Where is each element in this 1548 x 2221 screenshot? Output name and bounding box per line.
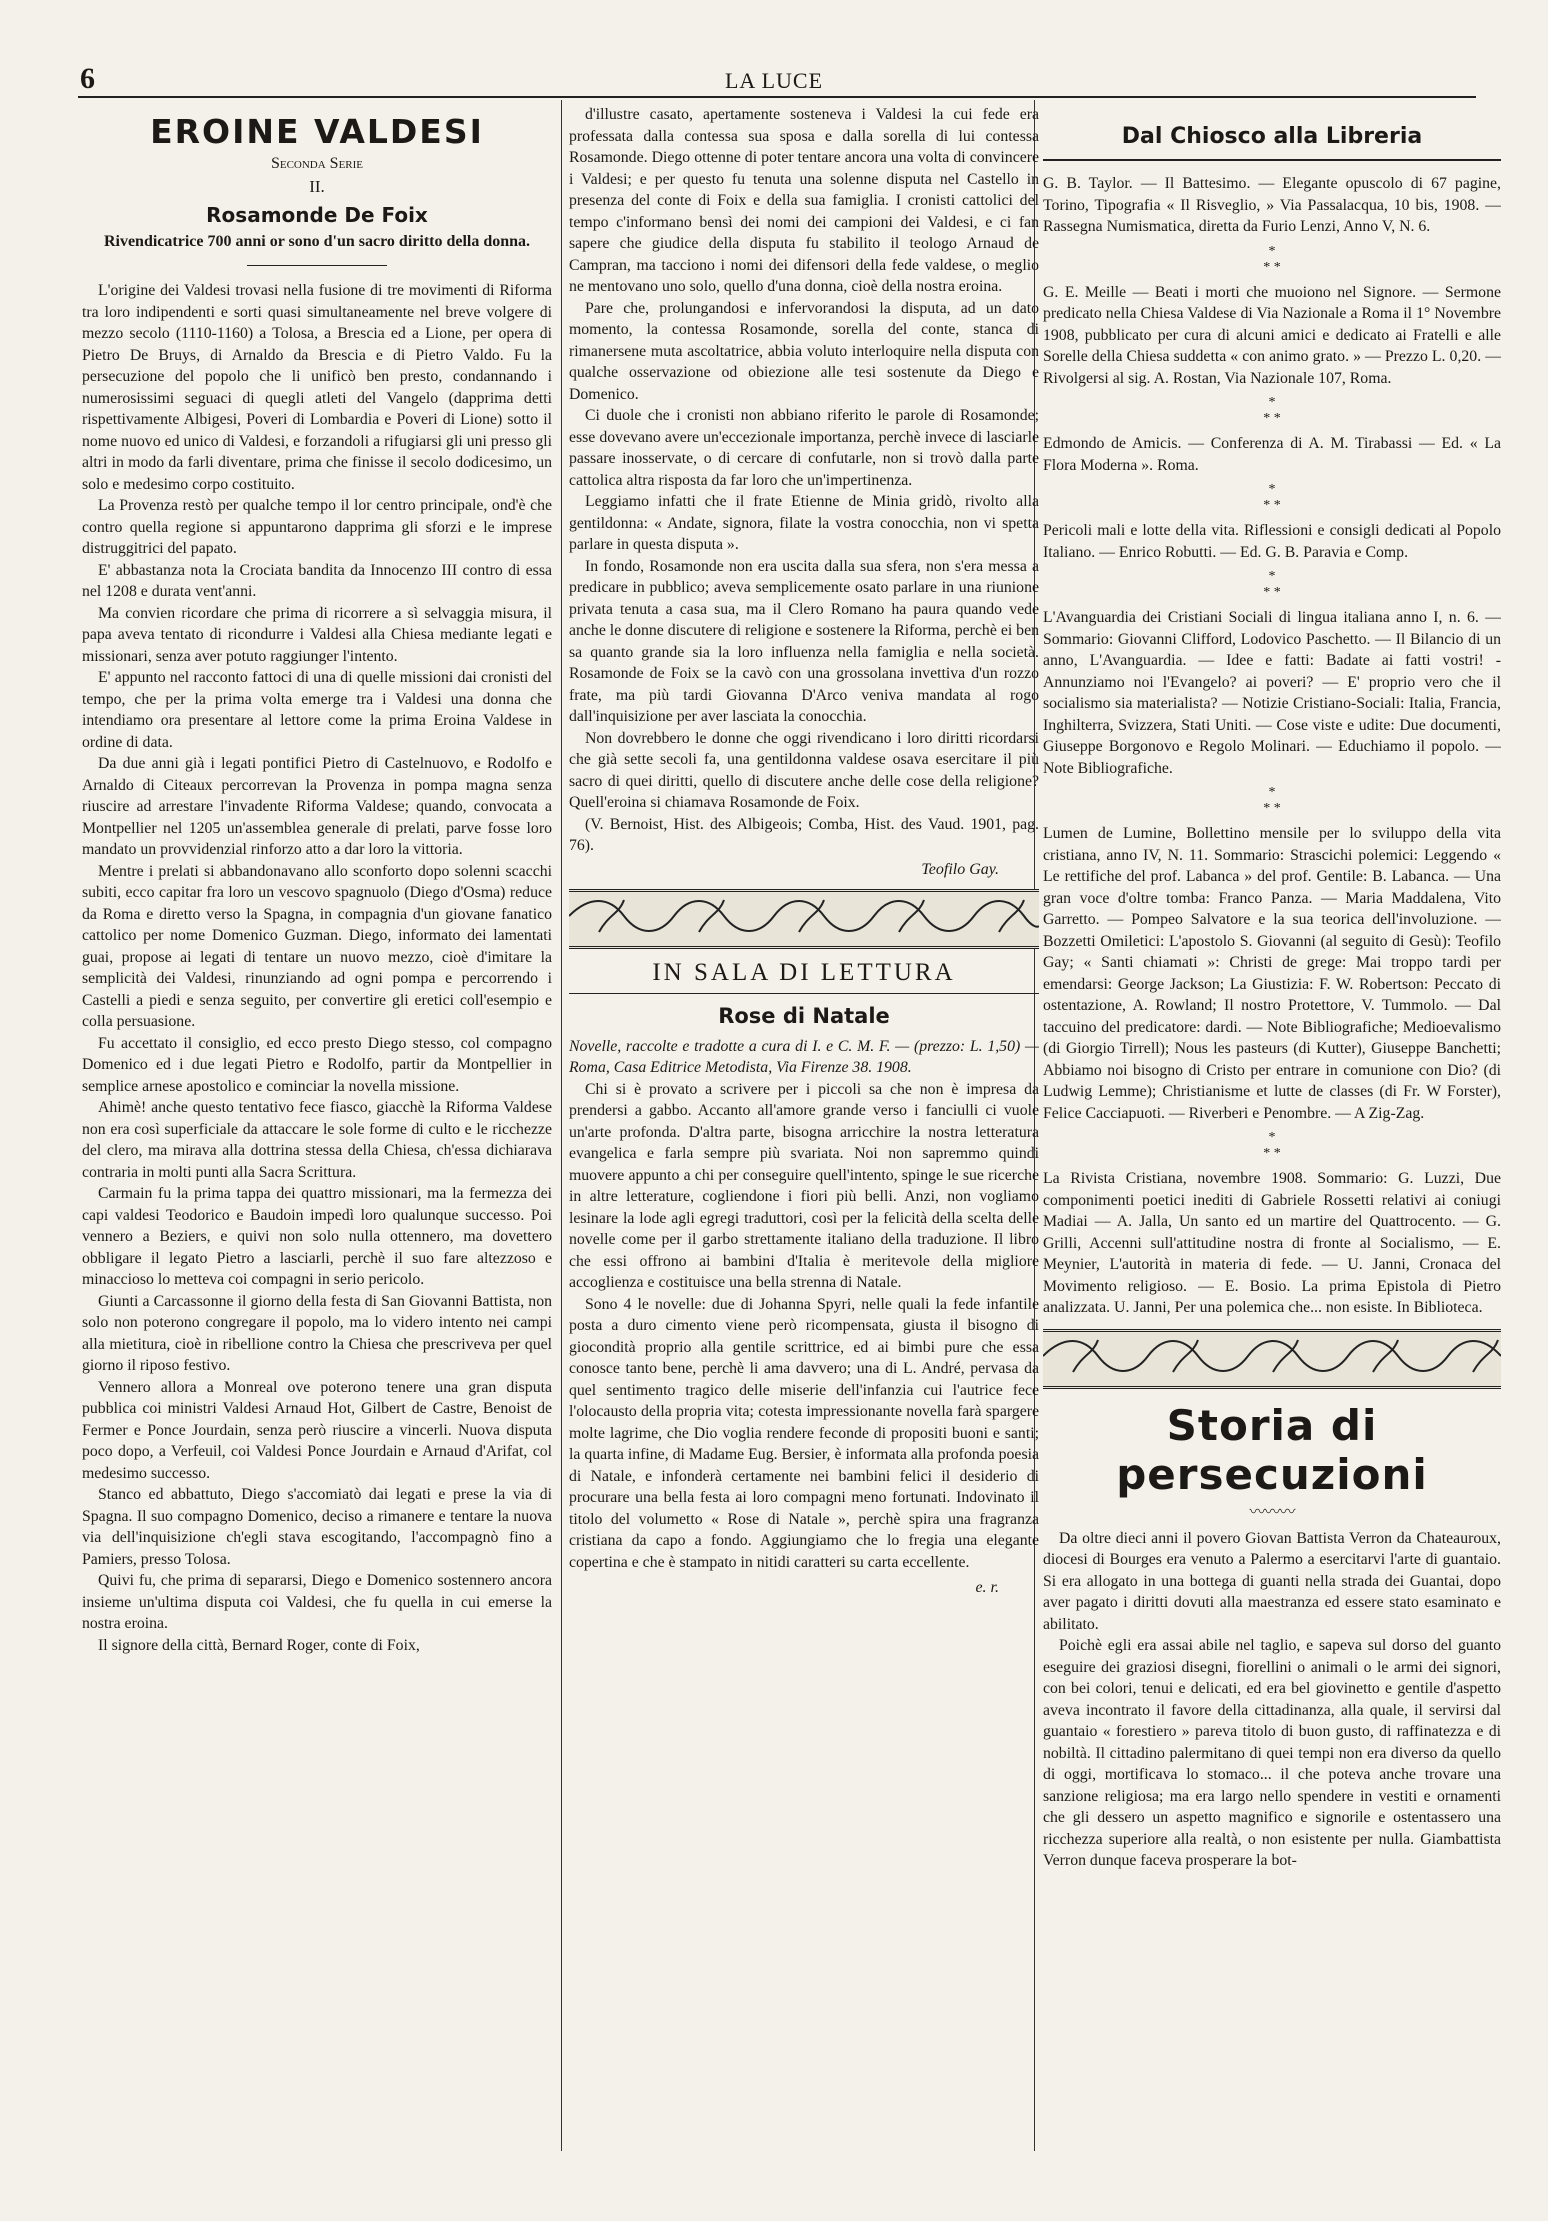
- paragraph: Vennero allora a Monreal ove poterono tenere una gran disputa pubblica coi ministri Valdesi Arnaud Hot, Gilbert de Castre, Benoist de Fermer e Ponce Jourdain, senza però riuscire a vincerli. Nuova disputa poco dopo, a Verfeuil, coi Valdesi Ponce Jourdain e Arnaud d'Arifat, col medesimo successo.: [82, 1378, 552, 1482]
- book-entry: La Rivista Cristiana, novembre 1908. Sommario: G. Luzzi, Due componimenti poetici inediti di Gabriele Rossetti relativi ai coniugi Madiai — A. Jalla, Un santo ed un martire del Quattrocento. — G. Grilli, Accenni sull'attitudine nostra di fronte al Socialismo, — E. Meynier, L'autorità in materia di fede. — U. Janni, Cronaca del Movimento religioso. — E. Bosio. La prima Epistola di Pietro analizzata. U. Janni, Per una polemica che... non esiste. In Biblioteca.: [1043, 1170, 1501, 1316]
- page-header: [70, 62, 1478, 98]
- book-entry: Pericoli mali e lotte della vita. Riflessioni e consigli dedicati al Popolo Italiano. — Enrico Robutti. — Ed. G. B. Paravia e Comp.: [1043, 522, 1501, 561]
- paragraph: Carmain fu la prima tappa dei quattro missionari, ma la fermezza dei capi valdesi Teodorico e Baudoin impedì loro qualunque successo. Poi vennero a Beziers, e quivi non solo nulla ottennero, ma dovettero obbligare il legato Pietro a lasciarli, perchè il suo fare altezzoso e minaccioso lo metteva coi compagni in serio pericolo.: [82, 1185, 552, 1288]
- header-rule: [78, 96, 1476, 98]
- article-subtitle: Rivendicatrice 700 anni or sono d'un sacro diritto della donna.: [103, 233, 531, 250]
- review-intro: Novelle, raccolte e tradotte a cura di I. e C. M. F. — (prezzo: L. 1,50) — Roma, Casa Editrice Metodista, Via Firenze 38. 1908.: [569, 1037, 1039, 1076]
- storia-body: [1043, 1528, 1501, 1872]
- review-paragraph: Chi si è provato a scrivere per i piccoli sa che non è impresa da prendersi a gabbo. Accanto all'amore grande verso i fanciulli ci vuole un'arte profonda. D'altra parte, bisogna arricchire la nostra letteratura evangelica e farla sempre più svariata. Noi non sapremmo quindi muovere appunto a chi per conseguire quell'intento, spinge le sue ricerche in altre letterature, cogliendone i fiori più belli. Anzi, non vogliamo lesinare la lode agli egregi traduttori, così per la felicità della scelta delle novelle come per il garbo strettamente italiano della traduzione. Il libro che essi offrono ai bambini d'Italia è meritevole della migliore accoglienza e costituisce una bella strenna di Natale.: [569, 1080, 1039, 1291]
- column-divider-1: [561, 100, 562, 2151]
- book-list: [1043, 173, 1501, 1319]
- article-subject: Rosamonde De Foix: [206, 203, 428, 227]
- review-body: [569, 1079, 1039, 1574]
- column-2: [569, 104, 1039, 2144]
- paragraph: Quivi fu, che prima di separarsi, Diego e Domenico sostennero ancora insieme un'ultima disputa coi Valdesi, che fu quella in cui emerse la nostra eroina.: [82, 1572, 552, 1632]
- paragraph: Pare che, prolungandosi e infervorandosi la disputa, ad un dato momento, la contessa Rosamonde, sorella del conte, stanca di rimanersene muta ascoltatrice, abbia voluto interloquire nella disputa con qualche osservazione od obiezione alle tesi sostenute da Diego e Domenico.: [569, 299, 1039, 403]
- section-title-storia: Storia di persecuzioni: [1116, 1400, 1428, 1499]
- paragraph: Ahimè! anche questo tentativo fece fiasco, giacchè la Riforma Valdese non era così superficiale da attaccare le sole forme di culto e le ricchezze del clero, ma mirava alla dottrina stessa della Chiesa, ch'essa dichiarava contraria in molti punti alla Sacra Scrittura.: [82, 1099, 552, 1181]
- article-number: II.: [309, 177, 325, 196]
- separator-stars: * * *: [1263, 785, 1281, 816]
- paragraph: La Provenza restò per qualche tempo il lor centro principale, ond'è che contro quella regione si appuntarono dapprima gli sforzi e le imprese distruggitrici del papato.: [82, 497, 552, 557]
- article-body: [82, 280, 552, 1656]
- book-entry: G. E. Meille — Beati i morti che muoiono nel Signore. — Sermone predicato nella Chiesa Valdese di Via Nazionale a Roma il 1° Novembre 1908, pubblicato per cura di alcuni amici e dedicato ai Fratelli e alle Sorelle della Chiesa suddetta « con animo grato. » — Prezzo L. 0,20. — Rivolgersi al sig. A. Rostan, Via Nazionale 107, Roma.: [1043, 283, 1501, 387]
- book-entry: G. B. Taylor. — Il Battesimo. — Elegante opuscolo di 67 pagine, Torino, Tipografia « Il Risveglio, » Via Passalacqua, 10 bis, 1908. — Rassegna Numismatica, diretta da Furio Lenzi, Anno V, N. 6.: [1043, 175, 1501, 235]
- paragraph: Stanco ed abbattuto, Diego s'accomiatò dai legati e prese la via di Spagna. Il suo compagno Domenico, deciso a rimanere e tentare la nuova via dell'inquisizione ch'egli stava escogitando, l'accompagnò fino a Pamiers, presso Tolosa.: [82, 1486, 552, 1568]
- book-entry: L'Avanguardia dei Cristiani Sociali di lingua italiana anno I, n. 6. — Sommario: Giovanni Clifford, Lodovico Paschetto. — Il Bilancio di un anno, L'Avanguardia. — Idee e fatti: Badate ai fatti vostri! - Annunziamo noi l'Evangelo? ai poveri? — E' proprio vero che il socialismo sia materialista? — Notizie Cristiano-Sociali: Italia, Francia, Inghilterra, Svizzera, Stati Uniti. — Cose viste e udite: Due documenti, Giuseppe Borgonovo e Regolo Molinari. — Educhiamo il popolo. — Note Bibliografiche.: [1043, 609, 1501, 777]
- book-entry: Lumen de Lumine, Bollettino mensile per lo sviluppo della vita cristiana, anno IV, N. 11. Sommario: Strascichi polemici: Leggendo « Le rettifiche del prof. Labanca » del prof. Gentile: B. Labanca. — Una gran voce d'oltre tomba: Franco Panza. — Maria Maddalena, Vito Garretto. — Pompeo Salvatore e la sua teorica dell'involuzione. — Bozzetti Omiletici: L'apostolo S. Giovanni (al seguito di Gesù): Teofilo Gay; « Santi chiamati »: Christi de grege: Mai troppo tardi per emendarsi: George Jackson; La Giustizia: F. W. Robertson: Peccato di ostentazione, A. Rowland; Il nostro Protettore, V. Tummolo. — Dal taccuino del predicatore: dardi. — Note Bibliografiche; Medioevalismo (di Giorgio Tirrell); Nous les pasteurs (di Kutter), Giuseppe Banchetti; Abbiamo noi bisogno di Cristo per entrare in comunione con Dio? (di Ludwig Lemme); Christianisme et lutte de classes (di Fr. W Forster), Felice Cacciapuoti. — Riverberi e Penombre. — A Zig-Zag.: [1043, 825, 1501, 1122]
- book-entry: Edmondo de Amicis. — Conferenza di A. M. Tirabassi — Ed. « La Flora Moderna ». Roma.: [1043, 435, 1501, 474]
- article-continuation: [569, 104, 1039, 857]
- paragraph: Ma convien ricordare che prima di ricorrere a sì selvaggia misura, il papa aveva tentato di ricondurre i Valdesi alla Chiesa mediante legati e missionari, senza aver potuto raggiunger l'intento.: [82, 604, 552, 665]
- short-rule: [247, 265, 387, 266]
- section-title-chiosco: Dal Chiosco alla Libreria: [1043, 104, 1501, 161]
- column-1: [82, 104, 552, 2144]
- review-title: Rose di Natale: [718, 1003, 890, 1028]
- decorative-ornament-band-2: [1043, 1329, 1501, 1389]
- title-flourish: 〰〰〰: [1249, 1503, 1295, 1521]
- separator-stars: * * *: [1263, 1130, 1281, 1161]
- paragraph: Leggiamo infatti che il frate Etienne de Minia gridò, rivolto alla gentildonna: « Andate, signora, filate la vostra conocchia, non vi spetta parlare in questa disputa ».: [569, 493, 1039, 553]
- decorative-ornament-band: [569, 889, 1039, 949]
- paragraph: Da due anni già i legati pontifici Pietro di Castelnuovo, e Rodolfo e Arnaldo di Citeaux percorrevan la Provenza in pompa magna senza riuscire ad arrestare l'invadente Riforma Valdese; quando, convocata a Montpellier nel 1205 un'assemblea generale di prelati, parve fosse loro mandato un provvidenzial rinforzo atto a dar loro la vittoria.: [82, 755, 552, 858]
- separator-stars: * * *: [1263, 395, 1281, 426]
- paragraph: Fu accettato il consiglio, ed ecco presto Diego stesso, col compagno Domenico ed i due legati Pietro e Rodolfo, partir da Montpellier in semplice arnese apostolico e cominciar la novella missione.: [82, 1034, 552, 1095]
- page-number: 6: [80, 62, 95, 95]
- paragraph: Mentre i prelati si abbandonavano allo sconforto dopo solenni scacchi subiti, ecco capitar fra loro un vescovo spagnuolo (Diego d'Osma) reduce da Roma e diretto verso la Spagna, in compagnia d'un giovane fanatico cattolico per nome Domenico Guzman. Diego, informato dei lamentati guai, propose ai legati di tentare un nuovo mezzo, cioè d'imitare la semplicità dei Valdesi, rinunziando ad ogni pompa e percorrendo i Castelli a piedi e senza seguito, per convertire gli eretici coll'esempio e colla persuasione.: [82, 862, 552, 1030]
- newspaper-title: LA LUCE: [724, 68, 824, 93]
- paragraph: E' abbastanza nota la Crociata bandita da Innocenzo III contro di essa nel 1208 e durata vent'anni.: [82, 561, 552, 600]
- storia-paragraph: Poichè egli era assai abile nel taglio, e sapeva sul dorso del guanto eseguire dei graziosi disegni, fiorellini o animali o le armi dei signori, con bei colori, tenui e delicati, ed era bel giovinetto e gentile d'aspetto aveva incontrato il favore della cittadinanza, alla quale, il servirsi dal guantaio « forestiero » pareva titolo di buon gusto, di raffinatezza e di nobiltà. Il cittadino palermitano di quei tempi non era diverso da quello di oggi, mortificava lo stomaco... il che poteva anche trovare una sanzione religiosa; ma era largo nello spendere in vestiti e ornamenti che gli dessero un aspetto magnifico e signorile e ostentassero una ricchezza superiore alla realtà, o non esistente per nulla. Giambattista Verron dunque faceva prosperare la bot-: [1043, 1637, 1501, 1869]
- separator-stars: * * *: [1263, 569, 1281, 600]
- section-title-sala-di-lettura: IN SALA DI LETTURA: [569, 959, 1039, 994]
- review-paragraph: Sono 4 le novelle: due di Johanna Spyri, nelle quali la fede infantile posta a duro cimento viene però ricompensata, giusta il bisogno di giocondità proprio alla gentile scrittrice, ed ai bimbi pure che essa conosce tanto bene, perchè li ama davvero; una di L. André, pervasa da quel sentimento tragico delle miserie dell'infanzia cui l'autrice fece l'olocausto della propria vita; cotesta impressionante novella farà spargere molte lagrime, che Dio voglia rendere feconde di propositi buoni e santi; la quarta infine, di Madame Eug. Bersier, è informata alla profonda poesia di Natale, e infonderà certamente nei bambini felici il desiderio di procurare una bella festa ai loro compagni meno fortunati. Indovinato il titolo del volumetto « Rose di Natale », perchè spira una fragranza cristiana da capo a fondo. Aggiungiamo che lo fregia una elegante copertina e che è stampato in nitidi caratteri su carta eccellente.: [569, 1295, 1039, 1571]
- paragraph: Il signore della città, Bernard Roger, conte di Foix,: [98, 1636, 420, 1654]
- column-3: [1043, 104, 1501, 2144]
- review-signature: e. r.: [975, 1579, 999, 1596]
- paragraph: (V. Bernoist, Hist. des Albigeois; Comba, Hist. des Vaud. 1901, pag. 76).: [569, 815, 1039, 854]
- separator-stars: * * *: [1263, 243, 1281, 275]
- paragraph: Non dovrebbero le donne che oggi rivendicano i loro diritti ricordarsi che già sette secoli fa, una gentildonna valdese osava esercitare il più sacro di quei diritti, quello di discutere anche delle cose della religione? Quell'eroina si chiamava Rosamonde de Foix.: [569, 729, 1039, 811]
- article-signature: Teofilo Gay.: [921, 860, 999, 878]
- paragraph: Giunti a Carcassonne il giorno della festa di San Giovanni Battista, non solo non poterono congregare il popolo, ma lo videro intento nei campi alla mietitura, cioè in ribellione contro la Chiesa che prescriveva per quel giorno il riposo festivo.: [82, 1292, 552, 1374]
- storia-paragraph: Da oltre dieci anni il povero Giovan Battista Verron da Chateauroux, diocesi di Bourges era venuto a Palermo a esercitarvi l'arte di guantaio. Si era allogato in una bottega di guanti nella strada dei Guantai, dopo aver pagato i diritti dovuti alla maestranza ed essere stato esaminato e abilitato.: [1043, 1529, 1501, 1633]
- paragraph: E' appunto nel racconto fattoci di una di quelle missioni dai cronisti del tempo, che per la prima volta emerge tra i Valdesi una donna che intendiamo ora presentare al lettore come la prima Eroina Valdese in ordine di data.: [82, 669, 552, 751]
- series-label: Seconda Serie: [270, 155, 364, 172]
- paragraph: d'illustre casato, apertamente sosteneva i Valdesi la cui fede era professata dalla contessa sua sposa e dalla sorella di lui contessa Rosamonde. Diego ottenne di poter tentare ancora una volta di convincere i Valdesi; e per questo fu tenuta una solenne disputa nel Castello in presenza del conte di Foix e della sua famiglia. I cronisti cattolici del tempo c'informano bensì dei nomi dei campioni dei Valdesi, e ci fan sapere che giudice della disputa fu stabilito il teologo Arnaud de Campran, ma tacciono i nomi dei difensori della fede valdese, o meglio ne mentovano uno solo, quello d'una donna, cioè della nostra eroina.: [569, 106, 1039, 295]
- paragraph: Ci duole che i cronisti non abbiano riferito le parole di Rosamonde; esse dovevano avere un'eccezionale importanza, perchè invece di lasciarle passare inosservate, o di cercare di confutarle, non si trovò dalla parte cattolica altra risposta da far loro che un'impertinenza.: [569, 407, 1039, 489]
- paragraph: In fondo, Rosamonde non era uscita dalla sua sfera, non s'era messa a predicare in pubblico; aveva semplicemente osato parlare in una riunione privata tenuta a casa sua, ma il Clero Romano ha paura quando vede anche le donne discutere di religione e sostenere la Riforma, perchè ei ben sa quanto grande sia la loro influenza nella famiglia e nella società. Rosamonde de Foix se la cavò con una grossolana invettiva d'un rozzo frate, ma più tardi Giovanna D'Arco veniva mandata al rogo dall'inquisizione per aver lasciata la conocchia.: [569, 557, 1039, 725]
- article-title: EROINE VALDESI: [150, 112, 484, 151]
- paragraph: L'origine dei Valdesi trovasi nella fusione di tre movimenti di Riforma tra loro indipendenti e sorti quasi simultaneamente nel breve volgere di mezzo secolo (1110-1160) a Tolosa, a Brescia ed a Lione, per opera di Pietro De Bruys, di Arnaldo da Brescia e di Pietro Valdo. Fu la persecuzione del popolo che li unificò ben presto, condannando i numerosissimi seguaci di quegli atleti del Vangelo (dapprima detti rispettivamente Albigesi, Poveri di Lombardia e Poveri di Lione) sotto il nome nuovo ed unico di Valdesi, e forzandoli a rifugiarsi gli uni presso gli altri in modo da farli diventare, prima che finisse il secolo dodicesimo, un solo e medesimo corpo costituito.: [82, 282, 552, 493]
- separator-stars: * * *: [1263, 482, 1281, 513]
